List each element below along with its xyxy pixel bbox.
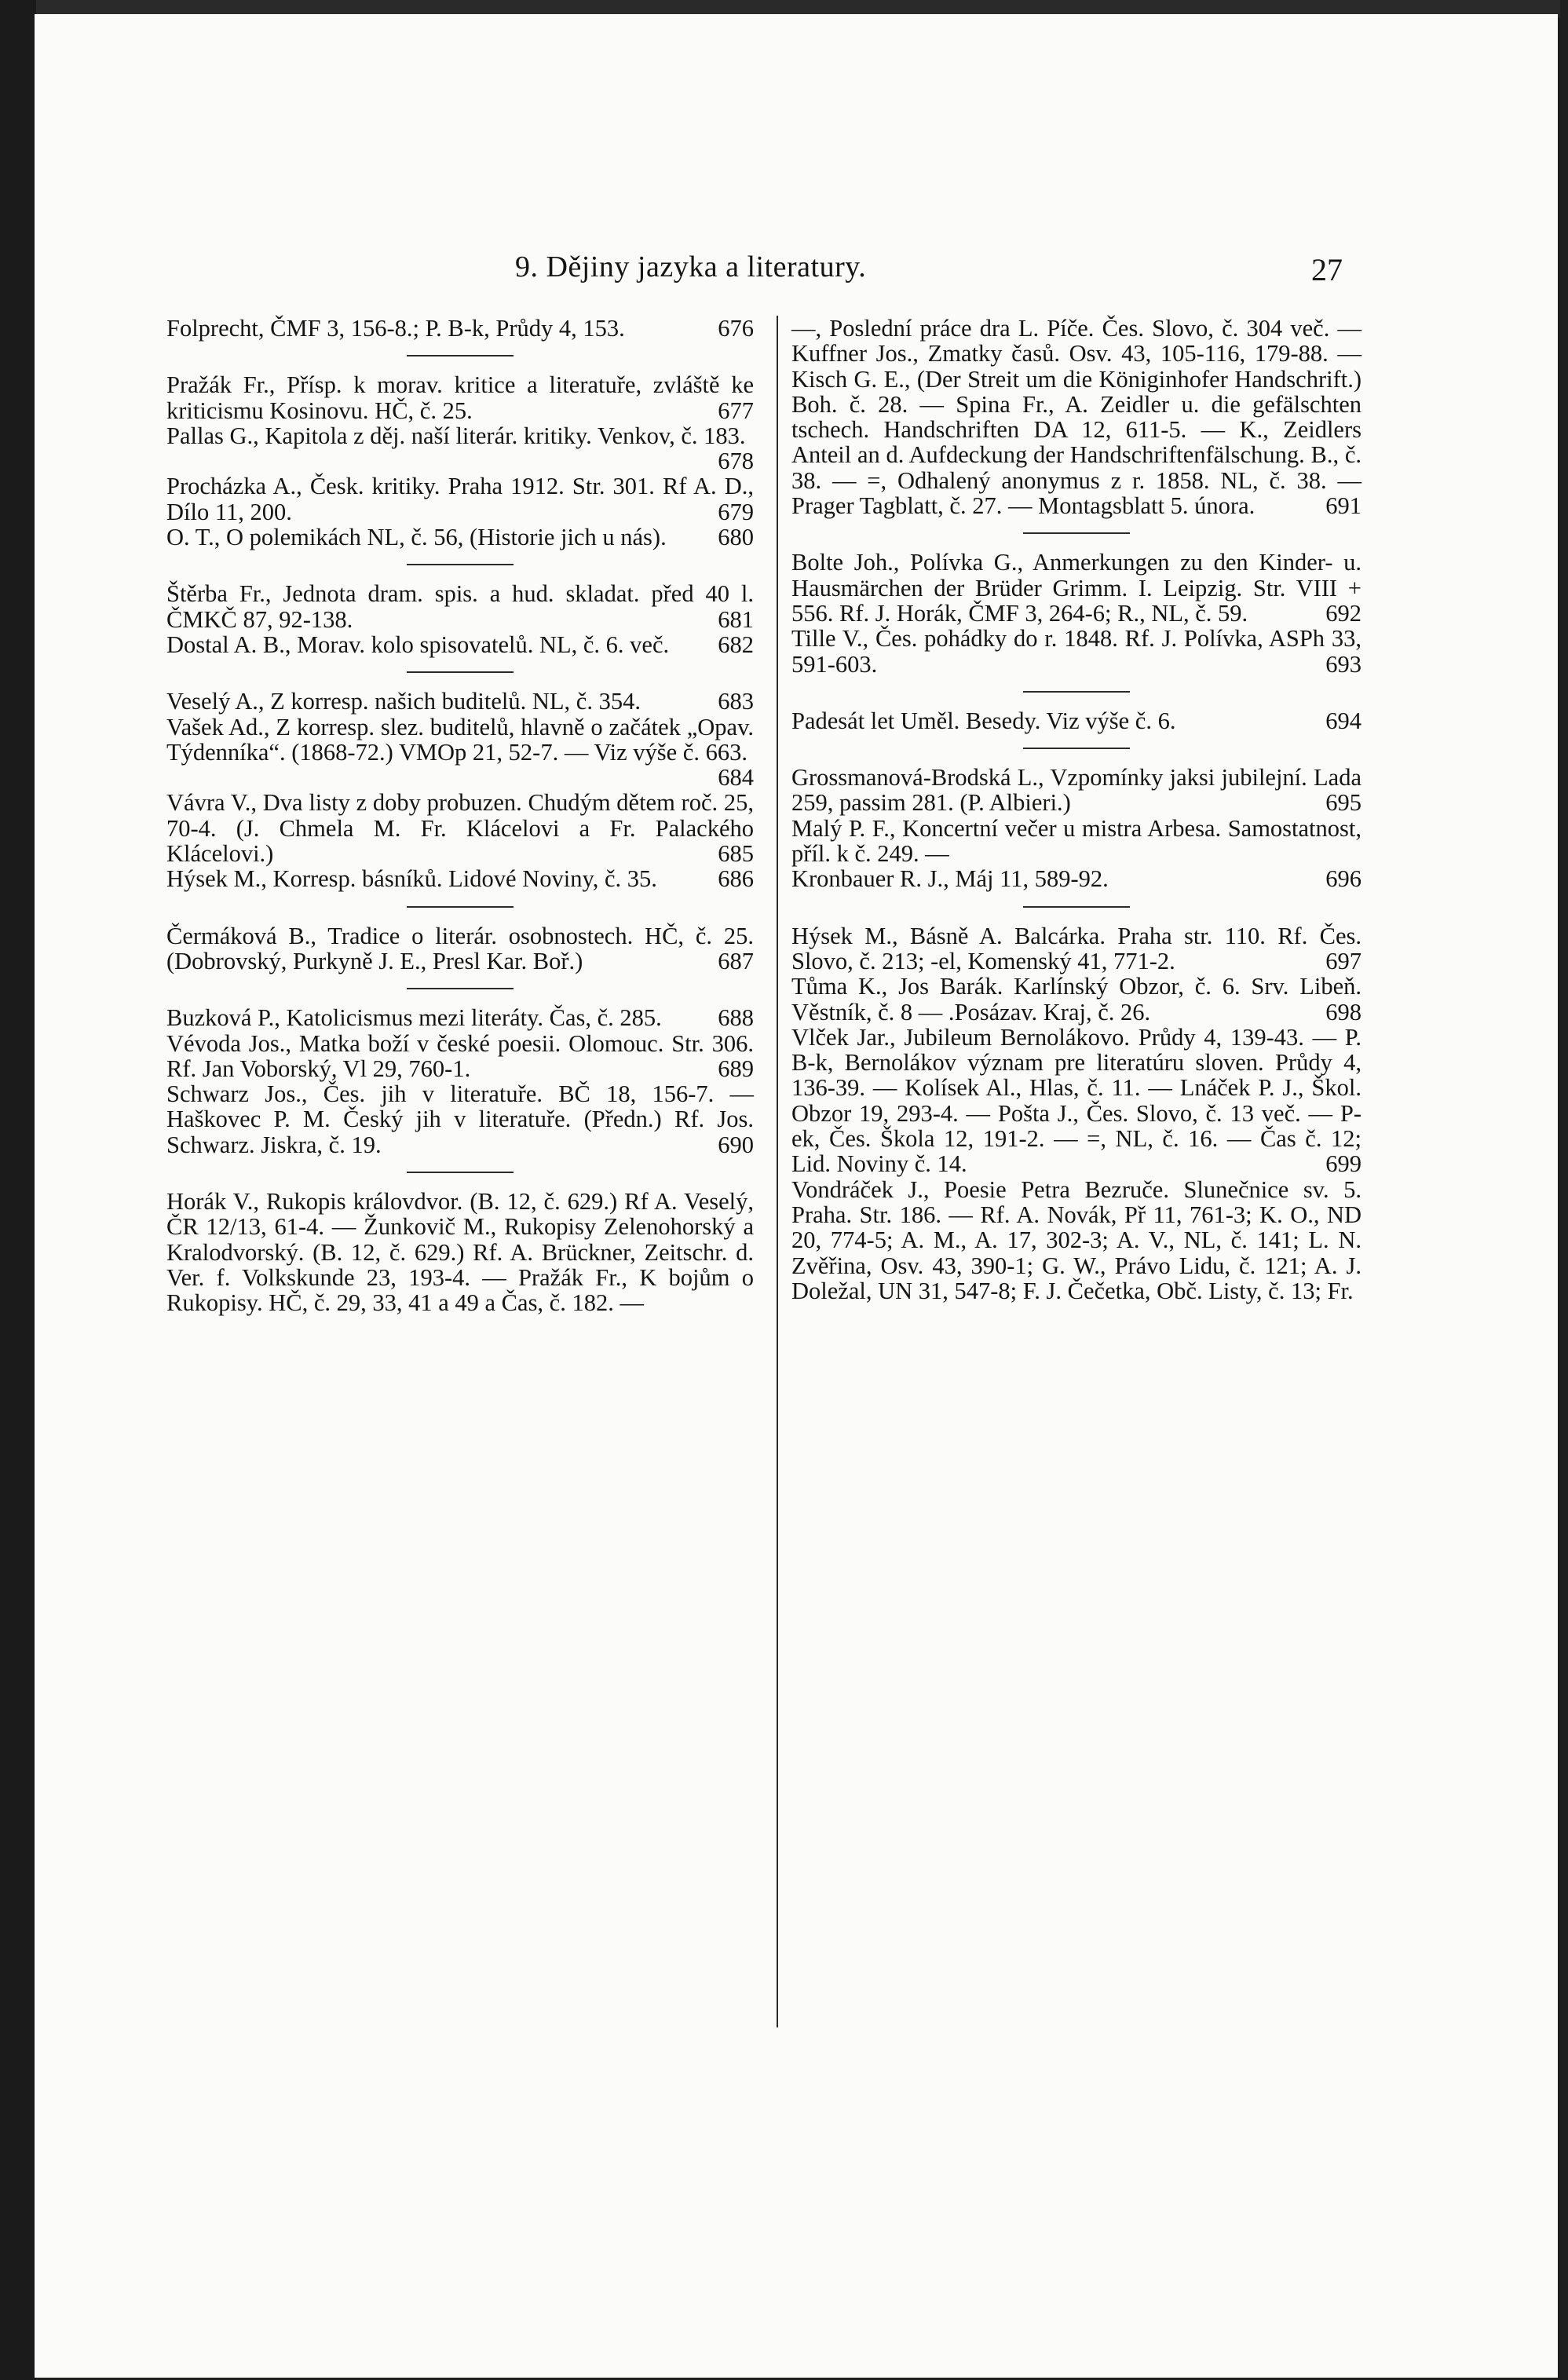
section-separator (1023, 691, 1130, 693)
entry-number: 693 (1325, 650, 1361, 678)
entry-number: 699 (1325, 1150, 1361, 1178)
bibliography-entry (791, 974, 1361, 1025)
bibliography-entry (791, 708, 1361, 733)
bibliography-entry (166, 923, 754, 974)
entry-text: Schwarz Jos., Čes. jih v literatuře. BČ 18, 156-7. — Haškovec P. M. Český jih v literatuře. (Předn.) Rf. Jos. Schwarz. Jiskra, č. 19. (166, 1080, 754, 1158)
section-separator (1023, 906, 1130, 908)
entry-text: Malý P. F., Koncertní večer u mistra Arbesa. Samostatnost, příl. k č. 249. — (791, 814, 1361, 868)
entry-text: Padesát let Uměl. Besedy. Viz výše č. 6. (791, 707, 1176, 734)
entry-text: Vávra V., Dva listy z doby probuzen. Chudým dětem roč. 25, 70-4. (J. Chmela M. Fr. Klácelovi a Fr. Palackého Klácelovi.) (166, 789, 754, 868)
page-number: 27 (1311, 252, 1343, 287)
entry-number: 686 (718, 865, 754, 893)
entry-number: 698 (1325, 998, 1361, 1025)
entry-number: 682 (718, 631, 754, 658)
entry-text: Grossmanová-Brodská L., Vzpomínky jaksi jubilejní. Lada 259, passim 281. (P. Albieri.) (791, 764, 1361, 817)
entry-number: 689 (718, 1055, 754, 1082)
bibliography-entry (166, 423, 754, 474)
entry-number: 695 (1325, 789, 1361, 817)
entry-text: Tille V., Čes. pohádky do r. 1848. Rf. J. Polívka, ASPh 33, 591-603. (791, 625, 1361, 678)
scan-border-right (1560, 0, 1568, 2380)
bibliography-entry (791, 816, 1361, 867)
section-separator (407, 355, 514, 356)
entry-text: Procházka A., Česk. kritiky. Praha 1912. Str. 301. Rf A. D., Dílo 11, 200. (166, 473, 754, 525)
entry-number: 694 (1325, 707, 1361, 734)
bibliography-entry (166, 473, 754, 525)
entry-number: 676 (718, 315, 754, 342)
entry-text: Čermáková B., Tradice o literár. osobnostech. HČ, č. 25. (Dobrovský, Purkyně J. E., Presl Kar. Boř.) (166, 922, 754, 974)
bibliography-entry (166, 1031, 754, 1082)
entry-number: 680 (718, 524, 754, 551)
bibliography-entry (166, 632, 754, 657)
running-head (35, 250, 1558, 289)
right-column (774, 316, 1361, 1303)
bibliography-entry (166, 1005, 754, 1030)
entry-number: 691 (1325, 492, 1361, 520)
entry-number: 697 (1325, 947, 1361, 974)
chapter-title: 9. Dějiny jazyka a literatury. (515, 250, 867, 283)
entry-text: Folprecht, ČMF 3, 156-8.; P. B-k, Průdy 4, 153. (166, 315, 625, 342)
entry-text: Pallas G., Kapitola z děj. naší literár. kritiky. Venkov, č. 183. (166, 422, 746, 449)
entry-text: Horák V., Rukopis královdvor. (B. 12, č. 629.) Rf A. Veselý, ČR 12/13, 61-4. — Žunkovič M., Rukopisy Zelenohorský a Kralodvorský. (B. 12, č. 629.) Rf. A. Brückner, Zeitschr. d. Ver. f. Volkskunde 23, 193-4. — Pražák Fr., K bojům o Rukopisy. HČ, č. 29, 33, 41 a 49 a Čas, č. 182. — (166, 1188, 754, 1317)
entry-number: 690 (718, 1131, 754, 1158)
section-separator (407, 988, 514, 989)
bibliography-entry (166, 1081, 754, 1157)
entry-text: Veselý A., Z korresp. našich buditelů. NL, č. 354. (166, 688, 641, 715)
section-separator (407, 564, 514, 565)
bibliography-entry (166, 525, 754, 550)
bibliography-entry (791, 923, 1361, 974)
bibliography-entry (166, 790, 754, 866)
bibliography-entry (166, 689, 754, 714)
bibliography-entry (791, 1177, 1361, 1303)
bibliography-entry (166, 316, 754, 341)
bibliography-entry (166, 581, 754, 632)
bibliography-entry (166, 1189, 754, 1315)
entry-number: 684 (718, 764, 754, 792)
entry-text: Buzková P., Katolicismus mezi literáty. Čas, č. 285. (166, 1004, 662, 1032)
section-separator (407, 1172, 514, 1173)
entry-text: Vondráček J., Poesie Petra Bezruče. Slunečnice sv. 5. Praha. Str. 186. — Rf. A. Novák, Př 11, 761-3; K. O., ND 20, 774-5; A. M., A. 17, 302-3; A. V., NL, č. 141; L. N. Zvěřina, Osv. 43, 390-1; G. W., Právo Lidu, č. 121; A. J. Doležal, UN 31, 547-8; F. J. Čečetka, Obč. Listy, č. 13; Fr. (791, 1175, 1361, 1304)
entry-number: 683 (718, 688, 754, 715)
entry-number: 679 (718, 498, 754, 525)
entry-text: Štěrba Fr., Jednota dram. spis. a hud. skladat. před 40 l. ČMKČ 87, 92-138. (166, 580, 754, 633)
section-separator (1023, 748, 1130, 749)
entry-number: 678 (718, 448, 754, 475)
entry-number: 696 (1325, 865, 1361, 893)
bibliography-entry (166, 866, 754, 891)
scan-border-left (0, 0, 36, 2380)
section-separator (1023, 532, 1130, 534)
entry-text: Vévoda Jos., Matka boží v české poesii. Olomouc. Str. 306. Rf. Jan Voborský, Vl 29, 760-1. (166, 1029, 754, 1082)
entry-text: —, Poslední práce dra L. Píče. Čes. Slovo, č. 304 več. — Kuffner Jos., Zmatky časů. Osv. 43, 105-116, 179-88. — Kisch G. E., (Der Streit um die Königinhofer Handschrift.) Boh. č. 28. — Spina Fr., A. Zeidler u. die gefälschten tschech. Handschriften DA 12, 611-5. — K., Zeidlers Anteil an d. Aufdeckung der Handschriftenfälschung. B., č. 38. — =, Odhalený anonymus z r. 1858. NL, č. 38. — Prager Tagblatt, č. 27. — Montagsblatt 5. února. (791, 315, 1361, 520)
section-separator (407, 906, 514, 908)
entry-text: Vlček Jar., Jubileum Bernolákovo. Průdy 4, 139-43. — P. B-k, Bernolákov význam pre literatúru sloven. Průdy 4, 136-39. — Kolísek Al., Hlas, č. 11. — Lnáček P. J., Škol. Obzor 19, 293-4. — Pošta J., Čes. Slovo, č. 13 več. — P-ek, Čes. Škola 12, 191-2. — =, NL, č. 16. — Čas č. 12; Lid. Noviny č. 14. (791, 1023, 1361, 1178)
entry-text: Tůma K., Jos Barák. Karlínský Obzor, č. 6. Srv. Libeň. Věstník, č. 8 — .Posázav. Kraj, č. 26. (791, 973, 1361, 1025)
entry-number: 685 (718, 840, 754, 868)
entry-number: 687 (718, 947, 754, 974)
bibliography-entry (791, 866, 1361, 891)
bibliography-entry (791, 1025, 1361, 1177)
book-page (35, 14, 1558, 2378)
entry-text: Hýsek M., Básně A. Balcárka. Praha str. 110. Rf. Čes. Slovo, č. 213; -el, Komenský 41, 771-2. (791, 922, 1361, 974)
bibliography-entry (791, 626, 1361, 677)
bibliography-entry (791, 316, 1361, 518)
bibliography-entry (166, 715, 754, 791)
bibliography-entry (791, 765, 1361, 816)
entry-text: Vašek Ad., Z korresp. slez. buditelů, hlavně o začátek „Opav. Týdenníka“. (1868-72.) VMOp 21, 52-7. — Viz výše č. 663. (166, 713, 754, 766)
entry-number: 688 (718, 1004, 754, 1032)
left-column (166, 316, 754, 1316)
entry-number: 692 (1325, 599, 1361, 627)
entry-text: Bolte Joh., Polívka G., Anmerkungen zu den Kinder- u. Hausmärchen der Brüder Grimm. I. Leipzig. Str. VIII + 556. Rf. J. Horák, ČMF 3, 264-6; R., NL, č. 59. (791, 549, 1361, 627)
entry-number: 677 (718, 397, 754, 424)
entry-text: Pražák Fr., Přísp. k morav. kritice a literatuře, zvláště ke kriticismu Kosinovu. HČ, č. 25. (166, 371, 754, 424)
entry-number: 681 (718, 605, 754, 633)
entry-text: O. T., O polemikách NL, č. 56, (Historie jich u nás). (166, 524, 667, 551)
entry-text: Dostal A. B., Morav. kolo spisovatelů. NL, č. 6. več. (166, 631, 670, 658)
entry-text: Hýsek M., Korresp. básníků. Lidové Noviny, č. 35. (166, 865, 657, 893)
bibliography-entry (166, 372, 754, 423)
entry-text: Kronbauer R. J., Máj 11, 589-92. (791, 865, 1109, 893)
section-separator (407, 671, 514, 673)
bibliography-entry (791, 550, 1361, 626)
